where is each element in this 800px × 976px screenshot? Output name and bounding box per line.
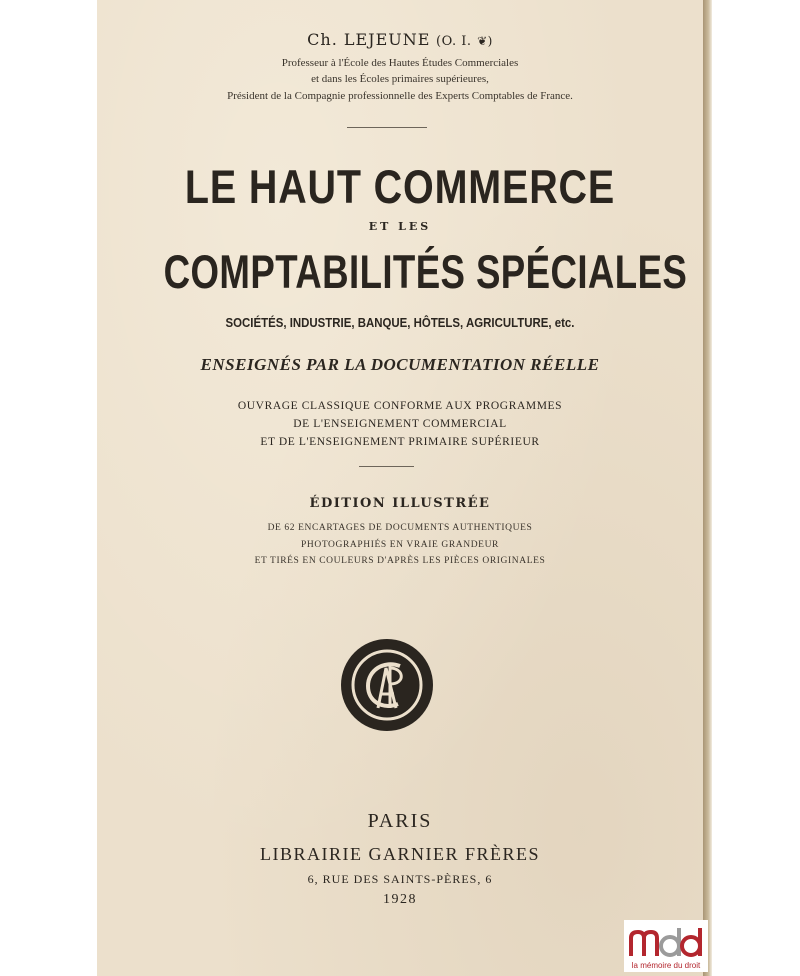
mdd-logo-icon [628,924,704,958]
author-affiliation-1: Professeur à l'École des Hautes Études Commerciales [281,57,519,69]
edition-detail-1: DE 62 ENCARTAGES DE DOCUMENTS AUTHENTIQUES [267,523,533,533]
mdd-watermark [624,920,708,972]
main-title-line-2: COMPTABILITÉS SPÉCIALES [163,245,688,298]
publication-year: 1928 [383,892,417,907]
divider [347,127,427,128]
garnier-monogram-icon [340,638,434,732]
divider [359,466,414,467]
title-connector: ET LES [368,220,432,233]
palm-decoration-icon: ❦) [477,34,493,48]
title-page [97,0,703,976]
title-subjects: SOCIÉTÉS, INDUSTRIE, BANQUE, HÔTELS, AGRICULTURE, etc. [225,315,575,330]
description-line-1: OUVRAGE CLASSIQUE CONFORME AUX PROGRAMMES [237,400,563,412]
author-line [97,30,703,49]
author-name: Ch. LEJEUNE [307,30,431,49]
main-title-line-1: LE HAUT COMMERCE [184,160,616,213]
edition-detail-2: PHOTOGRAPHIÉS EN VRAIE GRANDEUR [301,540,499,550]
publisher-name: LIBRAIRIE GARNIER FRÈRES [259,844,540,864]
mdd-tagline: la mémoire du droit [631,961,701,970]
subtitle: ENSEIGNÉS PAR LA DOCUMENTATION RÉELLE [200,355,600,374]
publisher-city: PARIS [367,810,433,832]
edition-label: ÉDITION ILLUSTRÉE [309,496,491,511]
publisher-address: 6, RUE DES SAINTS-PÈRES, 6 [307,872,493,886]
author-honors: (O. I. [436,34,472,49]
edition-detail-3: ET TIRÉS EN COULEURS D'APRÈS LES PIÈCES ORIGINALES [254,556,546,566]
book-spine-edge [703,0,712,976]
author-affiliation-2: et dans les Écoles primaires supérieures, [311,73,489,85]
description-line-2: DE L'ENSEIGNEMENT COMMERCIAL [293,418,507,430]
author-affiliation-3: Président de la Compagnie professionnelle des Experts Comptables de France. [227,90,573,102]
description-line-3: ET DE L'ENSEIGNEMENT PRIMAIRE SUPÉRIEUR [260,436,540,448]
